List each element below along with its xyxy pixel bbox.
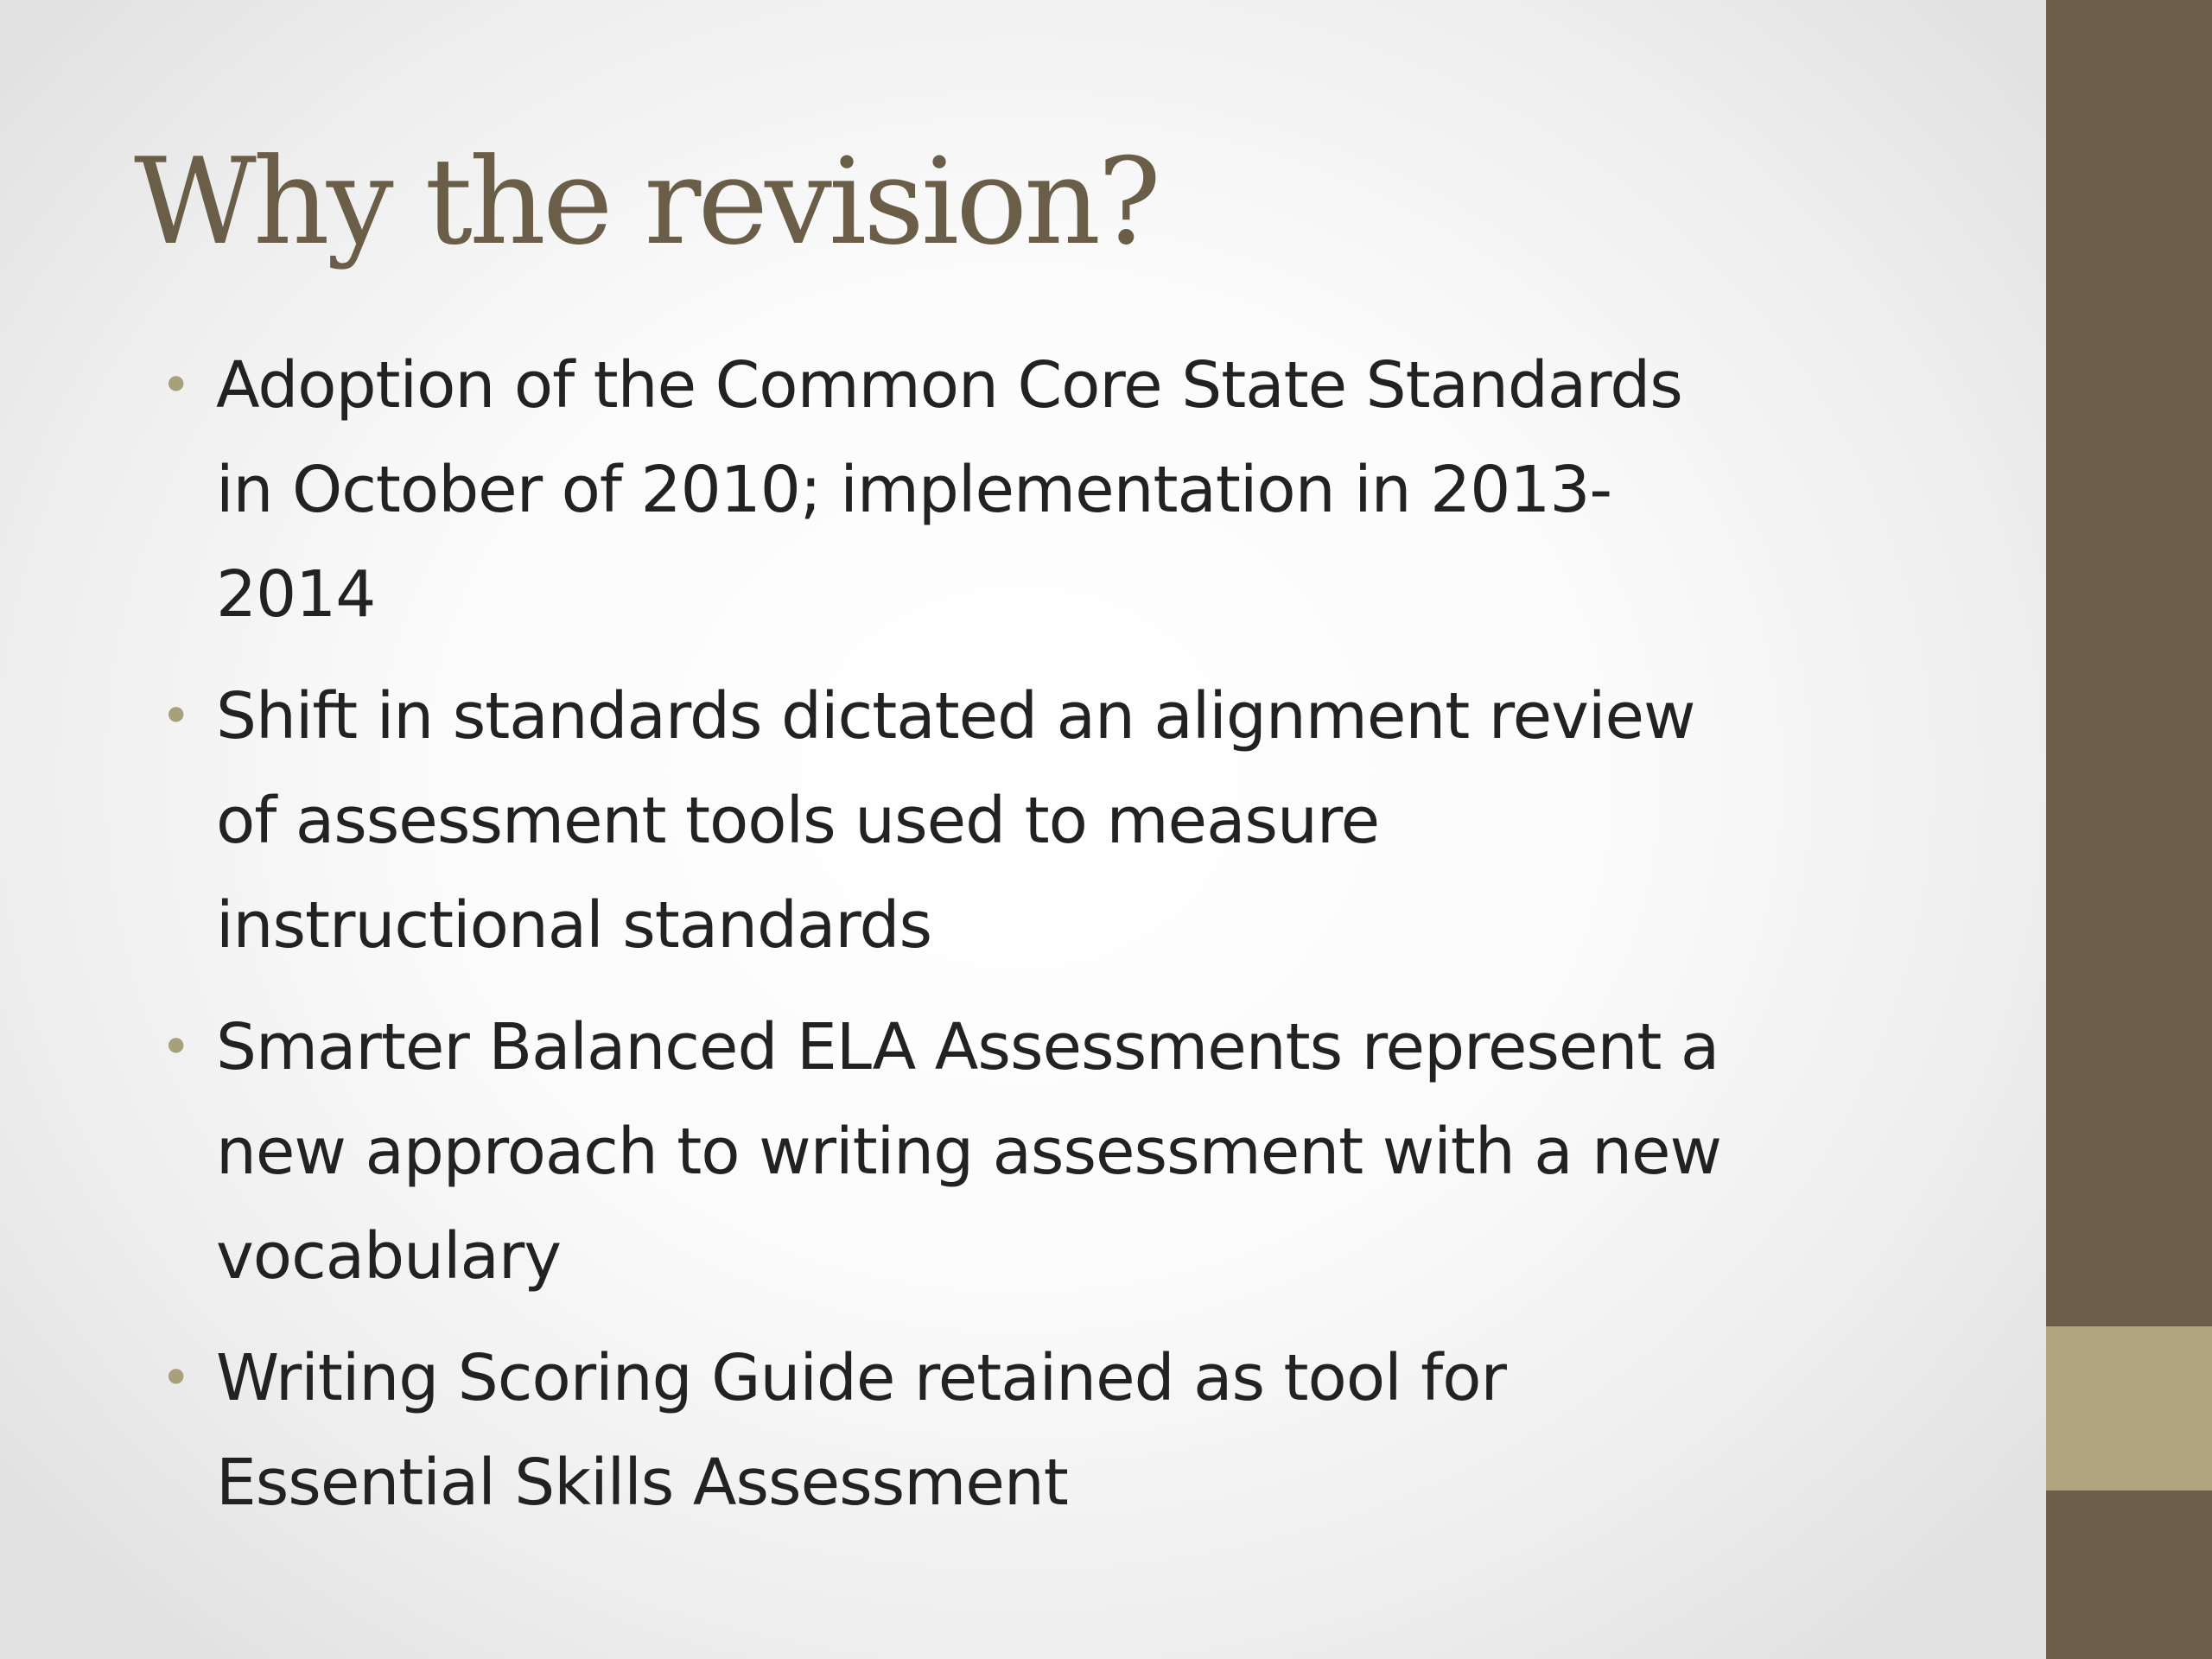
bullet-text-line: Writing Scoring Guide retained as tool for — [216, 1341, 1506, 1415]
bullet-text-line: of assessment tools used to measure — [216, 784, 1380, 858]
bullet-text-line: in October of 2010; implementation in 2013- — [216, 453, 1612, 527]
bullet-list — [157, 334, 1989, 1553]
bullet-text-line: Smarter Balanced ELA Assessments represent a — [216, 1010, 1719, 1084]
bullet-marker: • — [161, 1017, 192, 1077]
bullet-item — [157, 334, 1989, 647]
bullet-marker: • — [161, 1348, 192, 1408]
bullet-item — [157, 995, 1989, 1309]
side-bar-accent — [2046, 1326, 2212, 1491]
slide-title: Why the revision? — [134, 132, 1159, 271]
bullet-text-line: new approach to writing assessment with a new — [216, 1115, 1722, 1189]
bullet-text-line: instructional standards — [216, 888, 931, 963]
bullet-text-line: Adoption of the Common Core State Standards — [216, 348, 1682, 423]
bullet-text-line: vocabulary — [216, 1219, 562, 1294]
bullet-text-line: Essential Skills Assessment — [216, 1446, 1068, 1520]
bullet-item — [157, 1326, 1989, 1535]
bullet-marker: • — [161, 355, 192, 416]
bullet-text-line: Shift in standards dictated an alignment review — [216, 679, 1695, 753]
bullet-text-line: 2014 — [216, 557, 376, 632]
bullet-item — [157, 664, 1989, 978]
bullet-marker: • — [161, 686, 192, 747]
